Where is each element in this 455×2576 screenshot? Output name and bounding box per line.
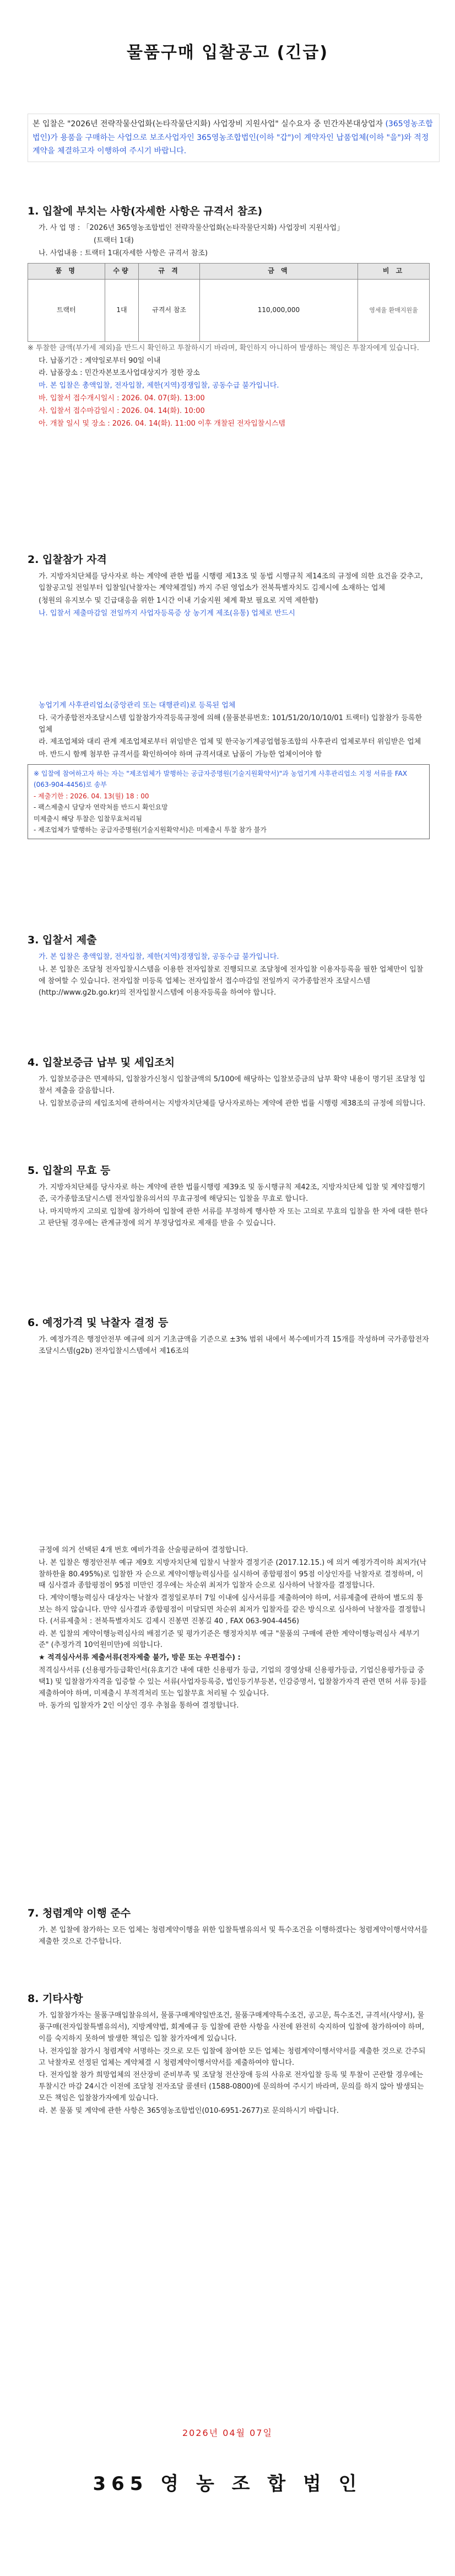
s6-ga: 가. 예정가격은 행정안전부 예규에 의거 기초금액을 기준으로 ±3% 범위 내에서 복수예비가격 15개를 작성하며 국가종합전자조달시스템(g2b) 전자입찰시스템에서 제16조의: [39, 1335, 429, 1356]
s8-da: 다. 전자입찰 참가 희망업체의 전산장비 준비부족 및 조달청 전산장애 등의 사유로 전자입찰 등록 및 투찰이 곤란할 경우에는 투찰시간 마감 24시간 이전에 조달청 전자조달 콜센터 (1588-0800)에 문의하여 주시기 바라며, 문의를 하지 않아 발생되는 모든 책임은 입찰참가자에게 있습니다.: [39, 2071, 424, 2102]
s2-ga2: (청원의 유지보수 및 긴급대응을 위한 1시간 이내 기술지원 체계 확보 필요로 지역 제한함): [39, 596, 318, 605]
intro-text-2: (365영농조합법인)가 용품을 구매하는 사업으로 보조사업자인 365영농조합법인(이하 "갑")이 계약자인 납품업체(이하 "을")와 적정계약을 체결하고자 이행하여 주시기 바랍니다.: [32, 120, 433, 155]
s2-ra: 라. 제조업체와 대리 관계 제조업체로부터 위임받은 업체 및 한국농기계공업협동조합의 사후관리 업체로부터 위임받은 업체: [39, 738, 421, 747]
s6-da: 다. 계약이행능력심사 대상자는 낙찰자 결정일로부터 7일 이내에 심사서류를 제출하여야 하며, 서류제출에 관하여 별도의 통보는 하지 않습니다. 만약 심사결과 종합평점이 미달되면 차순위 최저가 입찰자를 같은 방식으로 심사하여 낙찰자를 결정합니다. (서류제출처 : 전북특별자치도 김제시 진봉면 진봉길 40 , FAX 063-904-4456): [39, 1594, 426, 1625]
s5-na: 나. 마지막까지 고의로 입찰에 참가하여 입찰에 관한 서류를 부정하게 행사한 자 또는 고의로 무효의 입찰을 한 자에 대한 한다고 판단될 경우에는 관계규정에 의거 부정당업자로 제재를 받을 수 있습니다.: [39, 1207, 428, 1227]
td-note: 영세율 환매지원율: [358, 279, 430, 341]
s6-ga2: 규정에 의거 선택된 4개 번호 예비가격을 산술평균하여 결정합니다.: [39, 1546, 248, 1554]
s3-ga: 가. 본 입찰은 총액입찰, 전자입찰, 제한(지역)경쟁입찰, 공동수급 불가입니다.: [39, 953, 279, 962]
s1-da: 다. 납품기간 : 계약일로부터 90일 이내: [39, 356, 161, 365]
section-7-heading: 7. 청렴계약 이행 준수: [28, 1907, 131, 1919]
intro-paragraph: [28, 114, 440, 162]
td-name: 트랙터: [28, 279, 105, 341]
s2-na: 나. 입찰서 제출마감일 전일까지 사업자등록증 상 농기계 제조(유통) 업체로 반드시: [39, 609, 295, 618]
td-spec: 규격서 참조: [139, 279, 199, 341]
s1-ra: 라. 납품장소 : 민간자본보조사업대상지가 정한 장소: [39, 369, 200, 378]
section-2: [28, 551, 430, 621]
td-amount: 110,000,000: [199, 279, 358, 341]
spec-table: [28, 263, 430, 342]
notice-title: 물품구매 입찰공고 (긴급): [126, 43, 329, 62]
notebox-line-2: - 제출기한 : 2026. 04. 13(월) 18 : 00: [34, 792, 149, 800]
section-2-cont: [28, 699, 430, 839]
s4-na: 나. 입찰보증금의 세입조치에 관하여서는 지방자치단체를 당사자로하는 계약에 관한 법률 시행령 제38조의 규정에 의합니다.: [39, 1099, 426, 1108]
s1-aa: 아. 개찰 일시 및 장소 : 2026. 04. 14(화). 11:00 이후 개찰된 전자입찰시스템: [39, 419, 285, 428]
s2-da: 다. 국가종합전자조달시스템 입찰참가자격등록규정에 의해 (물품분류번호: 101/51/20/10/10/01 트랙터) 입찰참가 등록한 업체: [39, 713, 422, 734]
section-6-heading: 6. 예정가격 및 낙찰자 결정 등: [28, 1317, 169, 1329]
section-6-cont: [28, 1544, 430, 1713]
s4-ga: 가. 입찰보증금은 면제하되, 입찰참가신청시 입찰금액의 5/100에 해당하는 입찰보증금의 납부 확약 내용이 명기된 조달청 입찰서 제출을 갈음합니다.: [39, 1075, 426, 1096]
section-5: [28, 1162, 430, 1231]
th-qty: 수량: [105, 263, 139, 279]
s2-ga: 가. 지방자치단체를 당사자로 하는 계약에 관한 법률 시행령 제13조 및 동법 시행규칙 제14조의 규정에 의한 요건을 갖추고, 입찰공고일 전일부터 입찰일(낙찰자는 계약체결일) 까지 주된 영업소가 전북특별자치도 김제시에 소재하는 업체: [39, 572, 423, 593]
intro-text-1: 본 입찰은 "2026년 전략작물산업화(논타작물단지화) 사업장비 지원사업" 실수요자 중 민간자본대상업자: [32, 120, 383, 128]
s6-na: 나. 본 입찰은 행정안전부 예규 제9호 지방자치단체 입찰시 낙찰자 결정기준 (2017.12.15.) 에 의거 예정가격이하 최저가(낙찰하한율 80.495%)로 입찰한 자 순으로 계약이행능력심사를 실시하여 종합평점이 95점 이상인자를 낙찰자로 결정하며, 이때 심사결과 종합평점이 95점 미만인 경우에는 차순위 최저가 입찰자 순으로 심사하여 낙찰자를 결정합니다.: [39, 1558, 427, 1590]
notebox-line-3: - 팩스제출시 담당자 연락처를 반드시 확인요망: [34, 803, 168, 812]
notebox-line-1: ※ 입찰에 참여하고자 하는 자는 "제조업체가 발행하는 공급자증명원(기술지원확약서)"과 농업기계 사후관리업소 지정 서류를 FAX (063-904-4456)로 송부: [34, 769, 408, 789]
s1-ga: 가. 사 업 명 : 「2026년 365영농조합법인 전략작물산업화(논타작물단지화) 사업장비 지원사업」: [39, 224, 344, 233]
s1-sa: 사. 입찰서 접수마감일시 : 2026. 04. 14(화). 10:00: [39, 406, 205, 415]
s1-ga2: (트랙터 1대): [94, 237, 134, 245]
section-2-heading: 2. 입찰참가 자격: [28, 554, 107, 566]
notebox-line-4: 미제출시 해당 투찰은 입찰무효처리됨: [34, 814, 142, 823]
s8-na: 나. 전자입찰 참가시 청렴계약 서명하는 것으로 모든 입찰에 참여한 모든 업체는 청렴계약이행서약서를 제출한 것으로 간주되고 낙찰자로 선정된 업체는 계약체결 시 청렴계약이행서약서를 제출하여야 합니다.: [39, 2047, 426, 2067]
section-1-heading: 1. 입찰에 부치는 사항(자세한 사항은 규격서 참조): [28, 205, 263, 217]
fax-notice-box: [28, 764, 430, 839]
s5-ga: 가. 지방자치단체를 당사자로 하는 계약에 관한 법률시행령 제39조 및 동시행규칙 제42조, 지방자치단체 입찰 및 계약집행기준, 국가종합조달시스템 전자입찰유의서의 무효규정에 해당되는 입찰을 무효로 합니다.: [39, 1183, 425, 1204]
th-note: 비 고: [358, 263, 430, 279]
section-7: [28, 1905, 430, 1949]
td-qty: 1대: [105, 279, 139, 341]
spec-table-header: [28, 263, 430, 279]
s3-na: 나. 본 입찰은 조달청 전자입찰시스템을 이용한 전자입찰로 진행되므로 조달청에 전자입찰 이용자등록을 필한 업체만이 입찰에 참여할 수 있습니다. 전자입찰 미등록 업체는 전자입찰서 접수마감일 전일까지 국가종합전자 조달시스템(http://www.g2b.go.kr)의 전자입찰시스템에 이용자등록을 하여야 합니다.: [39, 965, 424, 997]
th-amount: 금 액: [199, 263, 358, 279]
s7-ga: 가. 본 입찰에 참가하는 모든 업체는 청렴계약이행을 위한 입찰특별유의서 및 특수조건을 이행하겠다는 청렴계약이행서약서를 제출한 것으로 간주합니다.: [39, 1926, 428, 1946]
s6-star2: 적격심사서류 (신용평가등급확인서(유효기간 내에 대한 신용평가 등급, 기업의 경영상태 신용평가등급, 기업신용평가등급 중 택1) 및 입찰참가자격을 입증할 수 있는 서류(사업자등록증, 법인등기부등본, 인감증명서, 입찰참가자격 관련 면허 서류 등)를 제출하여야 하며, 미제출시 부적격처리 또는 입찰무효 처리될 수 있습니다.: [39, 1666, 427, 1698]
section-4-heading: 4. 입찰보증금 납부 및 세입조치: [28, 1056, 175, 1069]
table-row: [28, 279, 430, 341]
th-name: 품 명: [28, 263, 105, 279]
s1-ma: 마. 본 입찰은 총액입찰, 전자입찰, 제한(지역)경쟁입찰, 공동수급 불가입니다.: [39, 382, 279, 390]
s1-note: ※ 투찰한 금액(부가세 제외)을 반드시 확인하고 투찰하시기 바라며, 확인하지 아니하여 발생하는 책임은 투찰자에게 있습니다.: [28, 344, 419, 352]
organization-name: 365 영 농 조 합 법 인: [93, 2473, 362, 2495]
section-8: [28, 1990, 430, 2118]
th-spec: 규 격: [139, 263, 199, 279]
section-4: [28, 1054, 430, 1111]
section-5-heading: 5. 입찰의 무효 등: [28, 1164, 111, 1177]
section-3-heading: 3. 입찰서 제출: [28, 934, 97, 946]
s8-ra: 라. 본 물품 및 계약에 관한 사항은 365영농조합법인(010-6951-2677)로 문의하시기 바랍니다.: [39, 2106, 339, 2115]
s2-ma: 마. 반드시 함께 첨부한 규격서를 확인하여야 하며 규격서대로 납품이 가능한 업체이어야 함: [39, 750, 322, 759]
notebox-line-5: - 제조업체가 발행하는 공급자증명원(기술지원확약서)은 미제출시 투찰 참가 불가: [34, 825, 267, 834]
section-6: [28, 1314, 430, 1359]
notice-date: 2026년 04월 07일: [182, 2428, 273, 2438]
s6-ma: 마. 동가의 입찰자가 2인 이상인 경우 추첨을 통하여 결정합니다.: [39, 1702, 239, 1710]
section-3: [28, 932, 430, 1000]
section-1: [28, 203, 430, 431]
s8-ga: 가. 입찰참가자는 물품구매입찰유의서, 물품구매계약일반조건, 물품구매계약특수조건, 공고문, 특수조건, 규격서(사양서), 물품구매(전자입찰특별유의서), 지방계약법, 회계예규 등 입찰에 관한 사항을 사전에 완전히 숙지하여 입찰에 참가하여야 하며, 이를 숙지하지 못하여 발생한 책임은 입찰 참가자에게 있습니다.: [39, 2011, 425, 2043]
section-8-heading: 8. 기타사항: [28, 1993, 83, 2005]
s6-ra: 라. 본 입찰의 계약이행능력심사의 배점기준 및 평가기준은 행정자치부 예규 "물품의 구매에 관한 계약이행능력심사 세부기준" (추정가격 10억원미만)에 의합니다.: [39, 1629, 420, 1650]
s6-star: ★ 적격심사서류 제출서류(전자제출 불가, 방문 또는 우편접수) :: [39, 1654, 241, 1662]
s1-ba: 바. 입찰서 접수개시일시 : 2026. 04. 07(화). 13:00: [39, 394, 205, 402]
s1-na: 나. 사업내용 : 트랙터 1대(자세한 사항은 규격서 참조): [39, 249, 208, 257]
s2-na2: 농업기계 사후관리업소(중앙관리 또는 대행관리)로 등록된 업체: [39, 701, 236, 710]
